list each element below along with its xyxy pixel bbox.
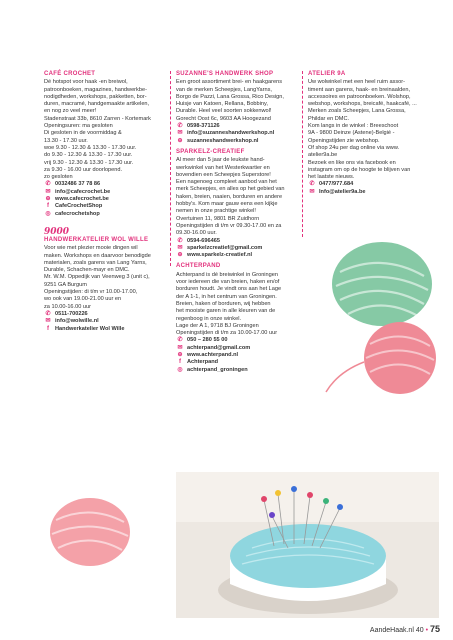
sparkelz-web[interactable]: ⊕ www.sparkelz-creatief.nl — [177, 252, 253, 259]
achterpand-instagram[interactable]: ◎ achterpand_groningen — [177, 366, 248, 373]
text-line: 09.30-16.00 uur. — [176, 230, 217, 237]
text-line: nemen in onze prachtige winkel! — [176, 208, 256, 215]
text-line: duren, macramé, handgemaakte artikelen, — [44, 101, 150, 108]
text-line: maken. Workshops en daarvoor benodigde — [44, 252, 151, 259]
achterpand-email[interactable]: ✉ achterpand@gmail.com — [177, 344, 251, 351]
globe-icon: ⊕ — [177, 351, 183, 358]
page-footer — [370, 624, 440, 634]
text-line: Kom langs in de winkel : Breeschoot — [308, 123, 399, 130]
text-line: materialen, zoals garens van Lang Yarns, — [44, 259, 147, 266]
globe-icon: ⊕ — [45, 196, 51, 203]
cafe-crochet-phone[interactable]: ✆ 0032486 37 78 86 — [45, 181, 101, 188]
text-line: za 10.00-16.00 uur — [44, 303, 91, 310]
suzanne-phone[interactable]: ✆ 0598-371126 — [177, 123, 220, 130]
pincushion-photo — [176, 472, 439, 618]
wol-wille-heading: HANDWERKATELIER WOL WILLE — [44, 236, 149, 243]
footer-site: AandeHaak.nl 40 — [369, 627, 424, 634]
text-line: merk Scheepjes, en alles op het gebied van — [176, 186, 285, 193]
atelier-9a-heading: ATELIER 9A — [308, 71, 346, 77]
globe-icon: ⊕ — [177, 137, 183, 144]
atelier-9a-email[interactable]: ✉ Info@atelier9a.be — [309, 188, 366, 195]
wol-wille-logo: 9000 — [44, 226, 70, 237]
instagram-icon: ◎ — [45, 210, 51, 217]
cafe-crochet-web[interactable]: ⊕ www.cafecrochet.be — [45, 196, 109, 203]
text-line: Borgo de Pazzi, Lana Grossa, Rico Design, — [176, 93, 284, 100]
text-line: Al meer dan 5 jaar de leukste hand- — [176, 157, 265, 164]
email-icon: ✉ — [177, 130, 183, 137]
achterpand-facebook[interactable]: f Achterpand — [176, 359, 294, 366]
text-line: Mr. W.M. Oppedijk van Veenweg 3 (unit c), — [44, 274, 150, 281]
facebook-icon: f — [47, 325, 49, 332]
phone-icon: ✆ — [177, 337, 183, 344]
page-number: 75 — [429, 624, 440, 634]
achterpand-phone[interactable]: ✆ 050 – 280 55 00 — [177, 337, 228, 344]
suzanne-description — [176, 79, 294, 123]
achterpand-description — [176, 272, 294, 338]
globe-icon: ⊕ — [177, 252, 183, 259]
cafe-crochet-email[interactable]: ✉ info@cafecrochet.be — [45, 188, 111, 195]
phone-icon: ✆ — [309, 181, 315, 188]
text-line: voor iedereen die van breien, haken en/of — [176, 279, 280, 286]
atelier-9a-description — [308, 79, 426, 181]
email-icon: ✉ — [309, 188, 315, 195]
footer-bullet: • — [425, 627, 430, 634]
text-line: Gorecht Oost 6c, 9603 AA Hoogezand — [176, 115, 271, 122]
text-line: atelier9a.be — [308, 152, 338, 159]
suzanne-web[interactable]: ⊕ suzanneshandwerkshop.nl — [177, 137, 259, 144]
text-line: der A 1-1, in het centrum van Groningen. — [176, 293, 277, 300]
text-line: borduren houdt. Je vindt ons aan het Lage — [176, 286, 282, 293]
text-line: 9251 GA Burgum — [44, 281, 87, 288]
text-line: werkwinkel van het Westerkwartier en — [176, 164, 270, 171]
text-line: nodigdheden, workshops, pakketten, bor- — [44, 93, 147, 100]
text-line: het laatste nieuws. — [308, 174, 355, 181]
wol-wille-description — [44, 245, 159, 311]
peach-yarn-ball — [50, 498, 130, 566]
text-line: Of shop 24u per dag online via www. — [308, 144, 400, 151]
text-line: Openingsuren: ma gesloten — [44, 123, 113, 130]
column-3 — [308, 71, 426, 196]
phone-icon: ✆ — [45, 310, 51, 317]
email-icon: ✉ — [177, 244, 183, 251]
text-line: wo ook van 19.00-21.00 uur en — [44, 296, 122, 303]
text-line: Durable, Schachen-mayr en DMC. — [44, 267, 130, 274]
text-line: Bezoek en like ons via facebook en — [308, 159, 396, 166]
column-1 — [44, 71, 159, 333]
email-icon: ✉ — [45, 188, 51, 195]
text-line: Openingstijden di t/m za 10.00-17.00 uur — [176, 330, 278, 337]
text-line: Dé hotspot voor haak -en breiwol, — [44, 79, 128, 86]
text-line: za 9.30 - 16.00 uur doorlopend. — [44, 166, 123, 173]
wol-wille-email[interactable]: ✉ info@wolwille.nl — [45, 318, 99, 325]
cafe-crochet-description — [44, 79, 159, 181]
text-line: Phildar en DMC. — [308, 115, 350, 122]
wol-wille-phone[interactable]: ✆ 0511-700226 — [45, 310, 88, 317]
suzanne-email[interactable]: ✉ info@suzanneshandwerkshop.nl — [177, 130, 275, 137]
text-line: timent aan garens, haak- en breinaalden, — [308, 86, 410, 93]
yarn-ball-illustration-peach — [42, 490, 142, 580]
text-line: instagram om op de hoogte te blijven van — [308, 166, 411, 173]
text-line: Een nagenoeg compleet aanbod van het — [176, 179, 277, 186]
sparkelz-phone[interactable]: ✆ 0594-696465 — [177, 237, 220, 244]
phone-icon: ✆ — [45, 181, 51, 188]
column-2 — [176, 71, 294, 374]
email-icon: ✉ — [177, 344, 183, 351]
text-line: woe 9.30 - 12.30 & 13.30 - 17.30 uur. — [44, 144, 137, 151]
sparkelz-description — [176, 157, 294, 237]
column-divider-1 — [170, 71, 171, 266]
text-line: en nog zo veel meer! — [44, 108, 97, 115]
achterpand-heading: ACHTERPAND — [176, 263, 221, 270]
text-line: Stadenstraat 33b, 8610 Zarren - Kortemark — [44, 115, 151, 122]
text-line: hobby's. Kom maar gauw eens een kijkje — [176, 201, 278, 208]
text-line: do 9.30 - 12.30 & 13.30 - 17.30 uur. — [44, 152, 133, 159]
text-line: Openingstijden: di t/m vr 10.00-17.00, — [44, 289, 138, 296]
instagram-icon: ◎ — [177, 366, 183, 373]
phone-icon: ✆ — [177, 123, 183, 130]
sparkelz-email[interactable]: ✉ sparkelzcreatief@gmail.com — [177, 244, 263, 251]
text-line: het mooiste garen in alle kleuren van de — [176, 308, 276, 315]
text-line: regenboog in onze winkel. — [176, 315, 241, 322]
yarn-ball-illustration-green-pink — [318, 232, 446, 402]
cafe-crochet-heading: CAFÉ CROCHET — [44, 71, 96, 77]
text-line: van de merken Scheepjes, LangYarns, — [176, 86, 272, 93]
text-line: vrij 9.30 - 12.30 & 13.30 - 17.30 uur. — [44, 159, 134, 166]
text-line: webshop, workshops, breicafé, haakcafé, ... — [308, 101, 417, 108]
atelier-9a-phone[interactable]: ✆ 0477/977.684 — [309, 181, 354, 188]
text-line: haken, breien, naaien, borduren en andere — [176, 193, 283, 200]
text-line: Durable. Heel veel soorten sokkenwol! — [176, 108, 272, 115]
wol-wille-facebook[interactable]: f Handwerkatelier Wol Wille — [44, 326, 159, 333]
facebook-icon: f — [47, 203, 49, 210]
text-line: Overtuinen 11, 9801 BR Zuidhorn — [176, 215, 260, 222]
text-line: Achterpand is dé breiwinkel in Groningen — [176, 271, 278, 278]
sparkelz-heading: SPARKELZ-CREATIEF — [176, 148, 245, 155]
achterpand-web[interactable]: ⊕ www.achterpand.nl — [177, 351, 239, 358]
text-line: Openingstijden di t/m vr 09.30-17.00 en za — [176, 222, 282, 229]
pink-yarn-ball — [326, 322, 436, 394]
text-line: Lage der A 1, 9718 BJ Groningen — [176, 322, 259, 329]
green-yarn-ball — [332, 242, 432, 326]
text-line: Uw wolwinkel met een heel ruim assor- — [308, 79, 405, 86]
text-line: accessoires en patroonboeken. Wolshop, — [308, 93, 411, 100]
text-line: Een groot assortiment brei- en haakgarens — [176, 79, 283, 86]
suzanne-heading: SUZANNE'S HANDWERK SHOP — [176, 71, 274, 77]
cafe-crochet-instagram[interactable]: ◎ cafecrochetshop — [45, 210, 100, 217]
cafe-crochet-facebook[interactable]: f CafeCrochetShop — [44, 203, 159, 210]
text-line: Openingstijden zie webshop. — [308, 137, 380, 144]
text-line: patroonboeken, magazines, handwerkbe- — [44, 86, 147, 93]
text-line: bovendien een Scheepjes Superstore! — [176, 171, 271, 178]
text-line: Merken zoals Scheepjes, Lana Grossa, — [308, 108, 406, 115]
phone-icon: ✆ — [177, 237, 183, 244]
text-line: Huisje van Katoen, Rellana, Bobbiny, — [176, 101, 268, 108]
text-line: 9A - 9800 Deinze (Astene)-Belgié - — [308, 130, 395, 137]
text-line: Di gesloten in de voormiddag & — [44, 130, 122, 137]
facebook-icon: f — [179, 359, 181, 366]
column-divider-2 — [302, 71, 303, 237]
text-line: Breien, haken of borduren, wij hebben — [176, 300, 271, 307]
text-line: zo gesloten — [44, 174, 73, 181]
text-line: 13.30 - 17.30 uur. — [44, 137, 88, 144]
text-line: Voor wie met plezier mooie dingen wil — [44, 245, 138, 252]
email-icon: ✉ — [45, 318, 51, 325]
